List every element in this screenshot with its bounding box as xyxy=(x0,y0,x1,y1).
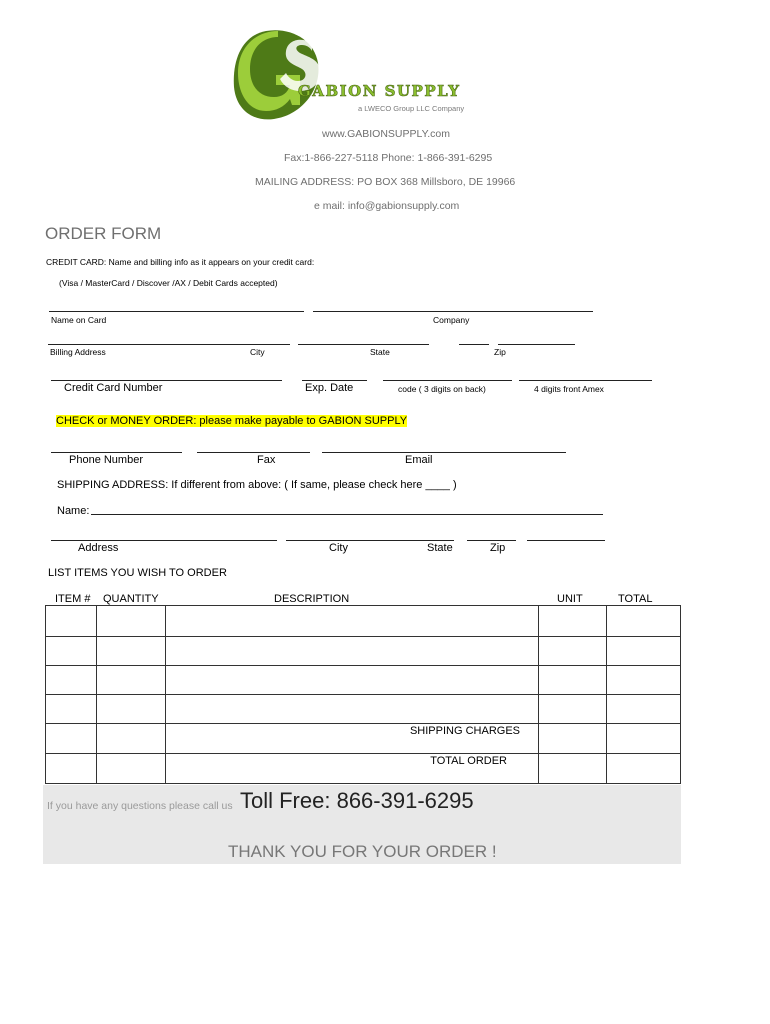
description-cell[interactable] xyxy=(166,666,539,695)
email-label: Email xyxy=(405,454,433,466)
fax-phone: Fax:1-866-227-5118 Phone: 1-866-391-6295 xyxy=(284,152,493,164)
shipping-total-cell[interactable] xyxy=(607,724,681,754)
unit-cell[interactable] xyxy=(539,606,607,637)
description-cell[interactable] xyxy=(166,637,539,666)
quantity-cell[interactable] xyxy=(97,606,166,637)
quantity-cell[interactable] xyxy=(97,695,166,724)
table-row xyxy=(46,637,681,666)
total-cell[interactable] xyxy=(607,637,681,666)
phone-field[interactable] xyxy=(51,452,182,453)
questions-text: If you have any questions please call us xyxy=(47,800,233,812)
company-logo xyxy=(232,27,322,122)
security-code-label: code ( 3 digits on back) xyxy=(398,384,486,394)
cards-accepted: (Visa / MasterCard / Discover /AX / Debit Cards accepted) xyxy=(59,278,278,288)
check-money-order-note: CHECK or MONEY ORDER: please make payable to GABION SUPPLY xyxy=(56,415,408,427)
item-cell[interactable] xyxy=(46,724,97,754)
email-address: e mail: info@gabionsupply.com xyxy=(314,200,460,212)
page-title: ORDER FORM xyxy=(45,224,162,243)
amex-code-label: 4 digits front Amex xyxy=(534,384,604,394)
shipping-address-label: SHIPPING ADDRESS: If different from above: ( If same, please check here ____ ) xyxy=(57,479,457,491)
ship-state-label: State xyxy=(427,542,453,554)
description-cell[interactable] xyxy=(166,695,539,724)
billing-address-label: Billing Address xyxy=(50,347,106,357)
ship-zip-field-2[interactable] xyxy=(527,540,605,541)
list-items-heading: LIST ITEMS YOU WISH TO ORDER xyxy=(48,567,227,579)
table-row xyxy=(46,606,681,637)
unit-cell[interactable] xyxy=(539,666,607,695)
exp-date-field[interactable] xyxy=(302,380,367,381)
amex-code-field[interactable] xyxy=(519,380,652,381)
website-link[interactable]: www.GABIONSUPPLY.com xyxy=(322,128,450,140)
billing-address-field[interactable] xyxy=(48,344,290,345)
fax-field[interactable] xyxy=(197,452,310,453)
quantity-cell[interactable] xyxy=(97,666,166,695)
unit-cell[interactable] xyxy=(539,754,607,784)
order-items-table xyxy=(45,605,681,784)
credit-card-intro: CREDIT CARD: Name and billing info as it appears on your credit card: xyxy=(46,257,315,267)
unit-cell[interactable] xyxy=(539,695,607,724)
unit-cell[interactable] xyxy=(539,724,607,754)
billing-zip-field-1[interactable] xyxy=(459,344,489,345)
card-number-field[interactable] xyxy=(51,380,282,381)
ship-address-label: Address xyxy=(78,542,119,554)
description-cell[interactable] xyxy=(166,606,539,637)
toll-free-number: Toll Free: 866-391-6295 xyxy=(240,788,474,813)
col-header-description: DESCRIPTION xyxy=(274,593,350,605)
company-label: Company xyxy=(433,315,470,325)
order-total-cell[interactable] xyxy=(607,754,681,784)
total-cell[interactable] xyxy=(607,695,681,724)
unit-cell[interactable] xyxy=(539,637,607,666)
email-field[interactable] xyxy=(322,452,566,453)
thank-you-message: THANK YOU FOR YOUR ORDER ! xyxy=(228,842,497,861)
mailing-address: MAILING ADDRESS: PO BOX 368 Millsboro, DE 19966 xyxy=(255,176,516,188)
ship-zip-field-1[interactable] xyxy=(467,540,516,541)
name-on-card-label: Name on Card xyxy=(51,315,107,325)
billing-city-label: City xyxy=(250,347,265,357)
ship-city-field[interactable] xyxy=(286,540,454,541)
billing-state-field[interactable] xyxy=(298,344,429,345)
company-field[interactable] xyxy=(313,311,593,312)
quantity-cell[interactable] xyxy=(97,637,166,666)
ship-name-label: Name: xyxy=(57,505,90,517)
item-cell[interactable] xyxy=(46,606,97,637)
billing-zip-field-2[interactable] xyxy=(498,344,575,345)
total-order-row xyxy=(46,754,681,784)
item-cell[interactable] xyxy=(46,695,97,724)
item-cell[interactable] xyxy=(46,754,97,784)
total-cell[interactable] xyxy=(607,666,681,695)
ship-zip-label: Zip xyxy=(490,542,506,554)
col-header-unit: UNIT xyxy=(557,593,583,605)
table-row xyxy=(46,695,681,724)
shipping-charges-row xyxy=(46,724,681,754)
item-cell[interactable] xyxy=(46,637,97,666)
total-cell[interactable] xyxy=(607,606,681,637)
name-on-card-field[interactable] xyxy=(49,311,304,312)
table-row xyxy=(46,666,681,695)
logo-subtitle: a LWECO Group LLC Company xyxy=(358,104,465,113)
exp-date-label: Exp. Date xyxy=(305,382,354,394)
billing-zip-label: Zip xyxy=(494,347,506,357)
quantity-cell[interactable] xyxy=(97,724,166,754)
phone-label: Phone Number xyxy=(69,454,143,466)
col-header-item: ITEM # xyxy=(55,593,91,605)
shipping-charges-label: SHIPPING CHARGES xyxy=(166,724,539,754)
security-code-field[interactable] xyxy=(383,380,512,381)
card-number-label: Credit Card Number xyxy=(64,382,163,394)
logo-text: GABION SUPPLY xyxy=(298,82,461,100)
fax-label: Fax xyxy=(257,454,276,466)
quantity-cell[interactable] xyxy=(97,754,166,784)
ship-address-field[interactable] xyxy=(51,540,277,541)
ship-name-field[interactable] xyxy=(91,514,603,515)
col-header-total: TOTAL xyxy=(618,593,653,605)
item-cell[interactable] xyxy=(46,666,97,695)
col-header-quantity: QUANTITY xyxy=(103,593,159,605)
ship-city-label: City xyxy=(329,542,348,554)
total-order-label: TOTAL ORDER xyxy=(166,754,539,784)
billing-state-label: State xyxy=(370,347,390,357)
